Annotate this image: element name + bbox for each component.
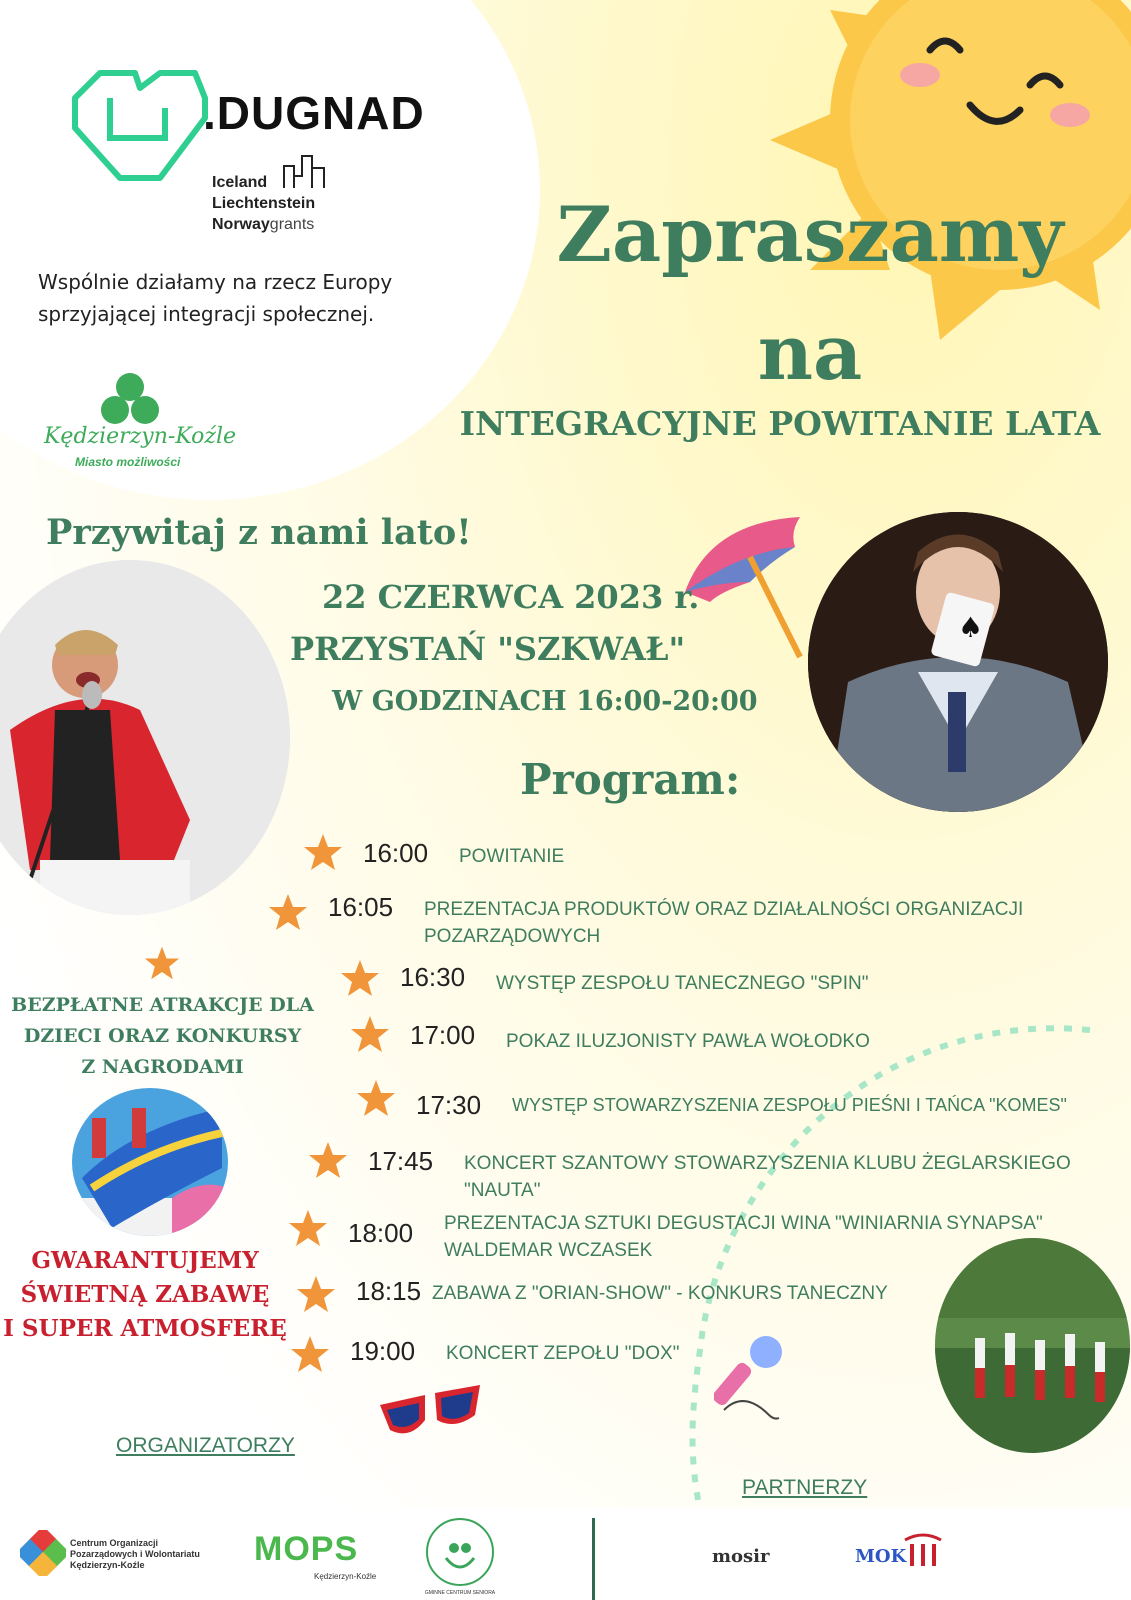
- program-desc: WYSTĘP STOWARZYSZENIA ZESPOŁU PIEŚNI I TAŃCA "KOMES": [512, 1095, 1067, 1115]
- promise-line-2: ŚWIETNĄ ZABAWĘ: [20, 1281, 270, 1308]
- tagline: [38, 266, 392, 330]
- event-title: INTEGRACYJNE POWITANIE LATA: [459, 404, 1101, 443]
- event-date: 22 CZERWCA 2023 r.: [322, 578, 700, 616]
- mok-columns-logo-icon: [900, 1530, 946, 1570]
- singer-illustration: [0, 560, 290, 915]
- program-item: [303, 832, 1059, 872]
- program-item: [296, 1274, 992, 1314]
- star-icon: [290, 1334, 330, 1374]
- dance-group-photo: [935, 1238, 1130, 1453]
- star-icon: [268, 892, 308, 932]
- program-desc: PREZENTACJA SZTUKI DEGUSTACJI WINA "WINIARNIA SYNAPSA" WALDEMAR WCZASEK: [444, 1213, 1043, 1261]
- svg-text:♠: ♠: [958, 611, 984, 644]
- ngo-center-logo-text: [70, 1538, 200, 1571]
- guarantee-note: [0, 1244, 290, 1346]
- program-time: 17:00: [410, 1020, 476, 1050]
- event-hours: W GODZINACH 16:00-20:00: [332, 686, 758, 717]
- promise-line-1: GWARANTUJEMY: [31, 1247, 259, 1274]
- program-desc: ZABAWA Z "ORIAN-SHOW" - KONKURS TANECZNY: [432, 1283, 888, 1304]
- star-icon: [308, 1140, 348, 1180]
- dugnad-wordmark: .DUGNAD: [203, 87, 425, 139]
- star-icon: [350, 1014, 390, 1054]
- org1-line-3: Kędzierzyn-Koźle: [70, 1560, 145, 1570]
- star-icon: [144, 945, 180, 981]
- dugnad-heart-logo-icon: [65, 68, 215, 183]
- grants-building-icon: [282, 152, 327, 190]
- program-desc: PREZENTACJA PRODUKTÓW ORAZ DZIAŁALNOŚCI ORGANIZACJI POZARZĄDOWYCH: [424, 899, 1024, 947]
- sunglasses-icon: [375, 1385, 485, 1445]
- program-time: 19:00: [350, 1336, 416, 1366]
- umbrella-icon: [680, 512, 830, 672]
- footer-divider: [592, 1518, 595, 1600]
- free-attractions-note: [0, 990, 325, 1083]
- free-line-2: DZIECI ORAZ KONKURSY: [23, 1025, 302, 1047]
- program-time: 17:30: [416, 1090, 482, 1120]
- program-item: [340, 958, 1096, 998]
- singer-photo: [0, 560, 290, 915]
- headline-invite: Zapraszamy: [556, 190, 1064, 279]
- ngo-center-puzzle-logo-icon: [20, 1530, 66, 1576]
- program-item: [356, 1078, 1131, 1121]
- mok-logo: MOK: [855, 1546, 907, 1567]
- greeting: Przywitaj z nami lato!: [46, 512, 472, 553]
- event-place: PRZYSTAŃ "SZKWAŁ": [290, 630, 686, 668]
- program-item: [268, 892, 1084, 950]
- bouncy-castle-illustration: [72, 1088, 228, 1236]
- promise-line-3: I SUPER ATMOSFERĘ: [3, 1315, 287, 1342]
- tagline-line-1: Wspólnie działamy na rzecz Europy: [38, 270, 393, 294]
- star-icon: [288, 1208, 328, 1248]
- microphone-icon: [714, 1330, 794, 1425]
- city-name: Kędzierzyn-Koźle: [44, 424, 237, 449]
- star-icon: [303, 832, 343, 872]
- mops-subtitle: Kędzierzyn-Koźle: [314, 1572, 377, 1581]
- tagline-line-2: sprzyjającej integracji społecznej.: [38, 302, 375, 326]
- program-item: [350, 1014, 1106, 1055]
- program-time: 17:45: [368, 1146, 434, 1176]
- program-desc: WYSTĘP ZESPOŁU TANECZNEGO "SPIN": [496, 973, 869, 994]
- star-icon: [356, 1078, 396, 1118]
- program-desc: POWITANIE: [459, 846, 565, 867]
- star-icon: [340, 958, 380, 998]
- bouncy-castle-photo: [72, 1088, 228, 1236]
- program-item: [308, 1140, 1124, 1204]
- headline-na: na: [757, 308, 863, 397]
- program-desc: KONCERT ZEPOŁU "DOX": [446, 1343, 680, 1364]
- program-time: 16:30: [400, 962, 466, 992]
- org1-line-1: Centrum Organizacji: [70, 1538, 159, 1548]
- senior-center-label: GMINNE CENTRUM SENIORA: [424, 1590, 496, 1596]
- program-time: 16:05: [328, 892, 394, 922]
- mops-logo: MOPS: [254, 1530, 359, 1568]
- program-time: 18:00: [348, 1218, 414, 1248]
- illusionist-illustration: [808, 512, 1108, 812]
- program-desc: KONCERT SZANTOWY STOWARZYSZENIA KLUBU ŻEGLARSKIEGO "NAUTA": [464, 1153, 1071, 1201]
- senior-center-logo-icon: [424, 1516, 496, 1588]
- free-line-1: BEZPŁATNE ATRAKCJE DLA: [11, 994, 314, 1016]
- grants-line-3-light: grants: [269, 216, 315, 233]
- illusionist-photo: [808, 512, 1108, 812]
- grants-line-3-bold: Norway: [212, 216, 270, 233]
- grants-line-2: Liechtenstein: [212, 195, 316, 212]
- program-title: Program:: [520, 755, 741, 804]
- sun-icon: [770, 0, 1131, 350]
- grants-line-1: Iceland: [212, 174, 268, 191]
- program-time: 16:00: [363, 838, 429, 868]
- star-icon: [296, 1274, 336, 1314]
- city-clover-logo-icon: [100, 372, 160, 427]
- mosir-logo: mosir: [712, 1546, 770, 1567]
- org1-line-2: Pozarządowych i Wolontariatu: [70, 1549, 200, 1559]
- organizers-heading: ORGANIZATORZY: [116, 1434, 295, 1457]
- city-motto: Miasto możliwości: [75, 455, 181, 469]
- dance-group-illustration: [935, 1238, 1130, 1453]
- free-line-3: Z NAGRODAMI: [81, 1056, 244, 1078]
- program-time: 18:15: [356, 1276, 422, 1306]
- program-desc: POKAZ ILUZJONISTY PAWŁA WOŁODKO: [506, 1031, 870, 1052]
- partners-heading: PARTNERZY: [742, 1476, 868, 1499]
